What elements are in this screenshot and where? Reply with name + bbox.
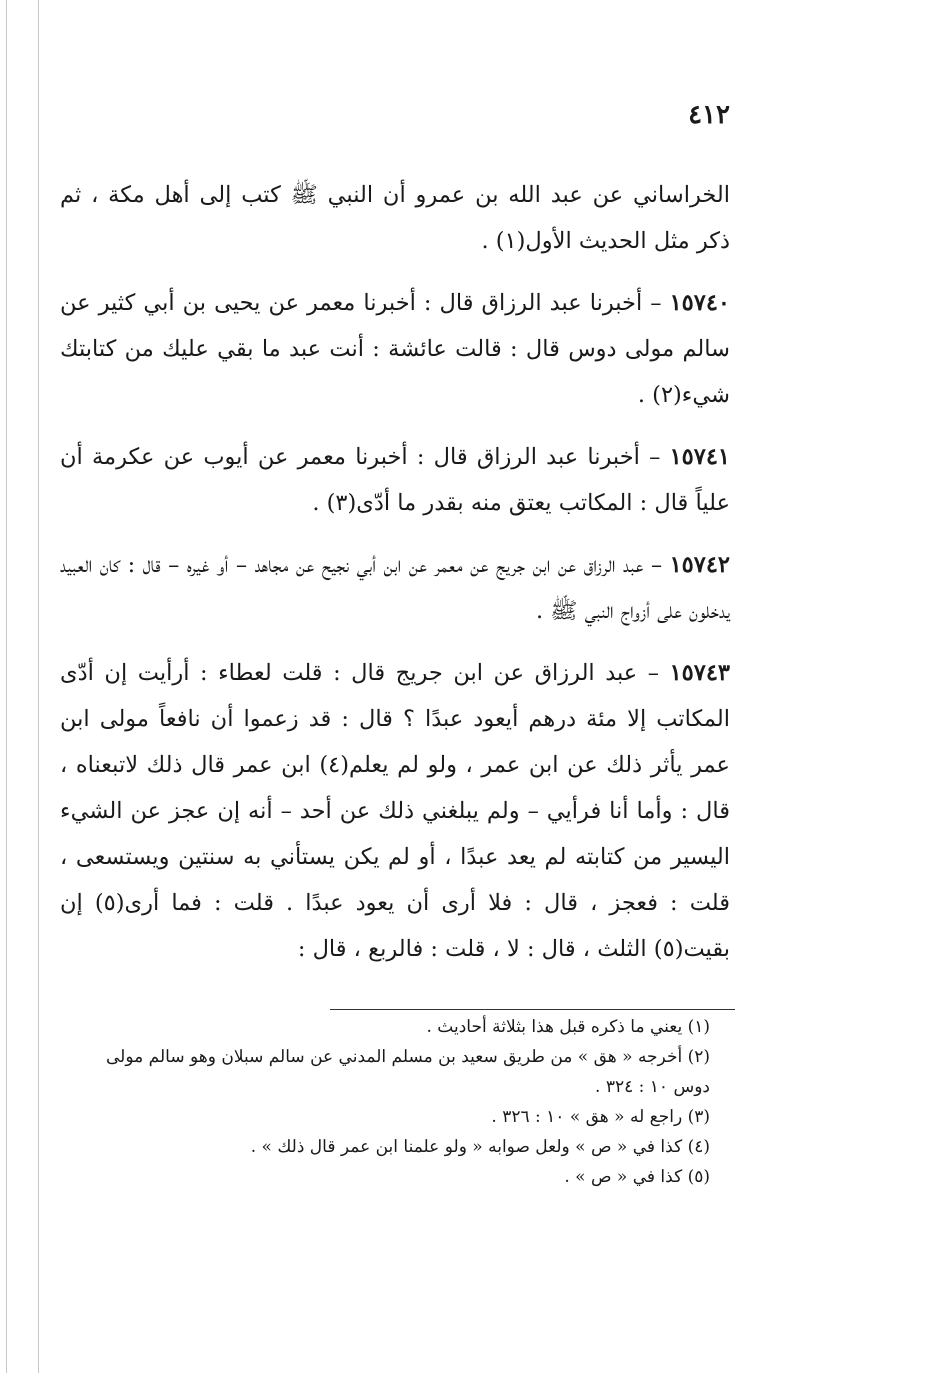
footnotes	[70, 1012, 710, 1192]
margin-rule-left	[6, 0, 7, 1373]
hadith-number: ١٥٧٤١	[669, 444, 730, 470]
hadith-number: ١٥٧٤٠	[669, 290, 730, 316]
hadith-15743	[60, 650, 730, 972]
footnote-3: (٣) راجع له « هق » ١٠ : ٣٢٦ .	[491, 1107, 710, 1127]
margin-rule-inner	[38, 0, 39, 1373]
footnote-separator	[330, 1009, 735, 1010]
hadith-number: ١٥٧٤٣	[669, 660, 730, 686]
footnote-1: (١) يعني ما ذكره قبل هذا بثلاثة أحاديث .	[426, 1017, 710, 1037]
hadith-text: – عبد الرزاق عن ابن جريج عن معمر عن ابن أبي نجيح عن مجاهد – أو غيره – قال : كان العبيد يدخلون على أزواج النبي ﷺ .	[60, 552, 730, 624]
page-number: ٤١٢	[688, 100, 730, 130]
hadith-number: ١٥٧٤٢	[669, 552, 730, 578]
footnote-5: (٥) كذا في « ص » .	[564, 1167, 710, 1187]
page-body	[60, 100, 730, 988]
paragraph-continuation	[60, 172, 730, 264]
hadith-text: – أخبرنا عبد الرزاق قال : أخبرنا معمر عن يحيى بن أبي كثير عن سالم مولى دوس قال : قالت عائشة : أنت عبد ما بقي عليك من كتابتك شيء(٢) .	[60, 290, 730, 408]
hadith-text: – أخبرنا عبد الرزاق قال : أخبرنا معمر عن أيوب عن عكرمة أن علياً قال : المكاتب يعتق منه بقدر ما أدّى(٣) .	[60, 444, 730, 516]
hadith-text: – عبد الرزاق عن ابن جريج قال : قلت لعطاء : أرأيت إن أدّى المكاتب إلا مئة درهم أيعود عبدًا ؟ قال : قد زعموا أن نافعاً مولى ابن عمر يأثر ذلك عن ابن عمر ، ولو لم يعلم(٤) ابن عمر قال ذلك لاتبعناه ، قال : وأما أنا فرأيي – ولم يبلغني ذلك عن أحد – أنه إن عجز عن الشيء اليسير من كتابته لم يعد عبدًا ، أو لم يكن يستأني به سنتين ويستسعى ، قلت : فعجز ، قال : فلا أرى أن يعود عبدًا . قلت : فما أرى(٥) إن بقيت(٥) الثلث ، قال : لا ، قلت : فالربع ، قال :	[60, 660, 730, 962]
footnote-2: (٢) أخرجه « هق » من طريق سعيد بن مسلم المدني عن سالم سبلان وهو سالم مولى دوس ١٠ : ٣٢٤ .	[106, 1047, 710, 1097]
hadith-15742	[60, 542, 730, 634]
paragraph-text: الخراساني عن عبد الله بن عمرو أن النبي ﷺ كتب إلى أهل مكة ، ثم ذكر مثل الحديث الأول(١) .	[60, 182, 730, 254]
hadith-15740	[60, 280, 730, 418]
hadith-15741	[60, 434, 730, 526]
footnote-4: (٤) كذا في « ص » ولعل صوابه « ولو علمنا ابن عمر قال ذلك » .	[250, 1137, 710, 1157]
